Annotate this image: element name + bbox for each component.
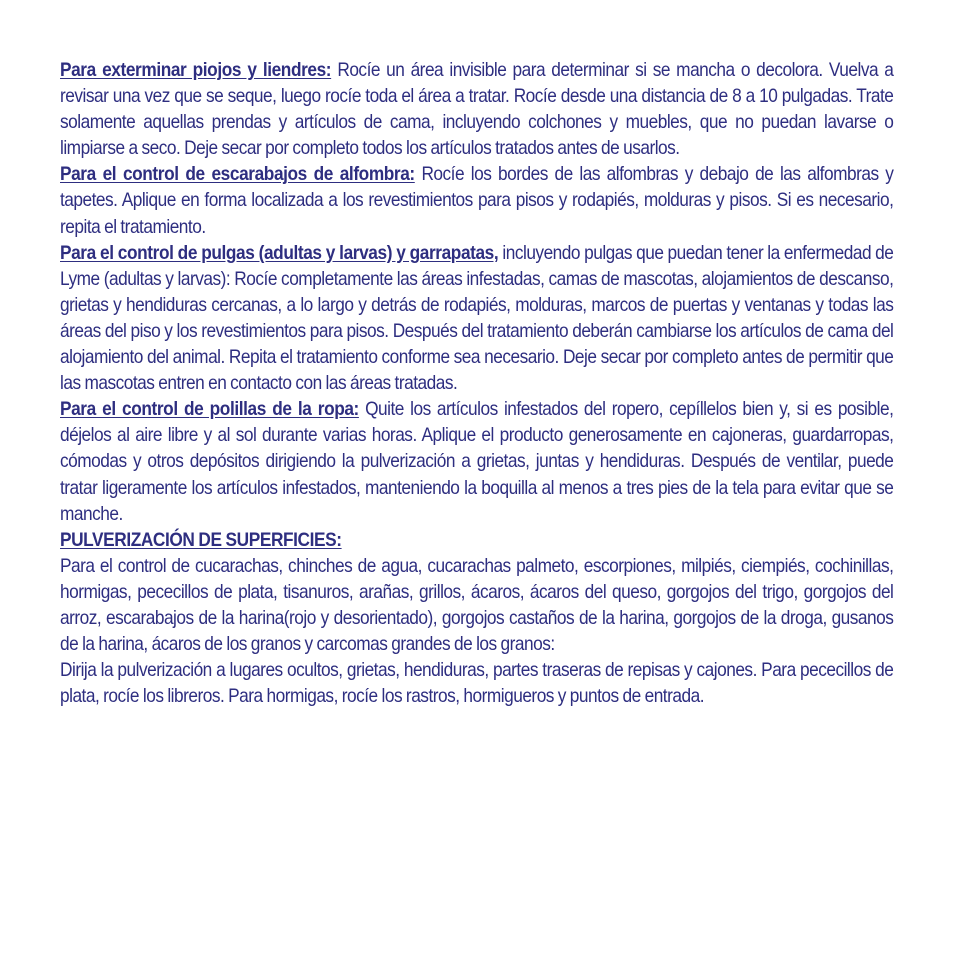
surface-spray-heading: PULVERIZACIÓN DE SUPERFICIES: — [60, 529, 342, 551]
fleas-ticks-heading: Para el control de pulgas (adultas y larvas) y garrapatas, — [60, 242, 499, 264]
fleas-ticks-body: incluyendo pulgas que puedan tener la enfermedad de Lyme (adultas y larvas): Rocíe completamente las áreas infestadas, camas de mascotas, alojamientos de descanso, grietas y hendiduras cercanas, a lo largo y detrás de rodapiés, molduras, marcos de puertas y ventanas y todas las áreas del piso y los revestimientos para pisos. Después del tratamiento deberán cambiarse los artículos de cama del alojamiento del animal. Repita el tratamiento conforme sea necesario. Deje secar por completo antes de permitir que las mascotas entren en contacto con las áreas tratadas. — [60, 242, 894, 395]
clothes-moth-body: Quite los artículos infestados del ropero, cepíllelos bien y, si es posible, déjelos al aire libre y al sol durante varias horas. Aplique el producto generosamente en cajoneras, guardarropas, cómodas y otros depósitos dirigiendo la pulverización a grietas, juntas y hendiduras. Después de ventilar, puede tratar ligeramente los artículos infestados, manteniendo la boquilla al menos a tres pies de la tela para evitar que se manche. — [60, 399, 894, 525]
surface-instructions-text: Dirija la pulverización a lugares ocultos, grietas, hendiduras, partes traseras de repisas y cajones. Para pececillos de plata, rocíe los libreros. Para hormigas, rocíe los rastros, hormigueros y puntos de entrada. — [60, 660, 894, 708]
surface-pests-text: Para el control de cucarachas, chinches de agua, cucarachas palmeto, escorpiones, milpiés, ciempiés, cochinillas, hormigas, pececillos de plata, tisanuros, arañas, grillos, ácaros, ácaros del queso, gorgojos del trigo, gorgojos del arroz, escarabajos de la harina(rojo y desorientado), gorgojos castaños de la harina, gorgojos de la droga, gusanos de la harina, ácaros de los granos y carcomas grandes de los granos: — [60, 555, 894, 656]
carpet-beetle-body: Rocíe los bordes de las alfombras y debajo de las alfombras y tapetes. Aplique en forma localizada a los revestimientos para pisos y rodapiés, molduras y pisos. Si es necesario, repita el tratamiento. — [60, 164, 894, 238]
lice-section — [60, 58, 893, 162]
fleas-ticks-section — [60, 241, 893, 398]
surface-spray-section — [60, 528, 893, 554]
lice-body: Rocíe un área invisible para determinar si se mancha o decolora. Vuelva a revisar una vez que se seque, luego rocíe toda el área a tratar. Rocíe desde una distancia de 8 a 10 pulgadas. Trate solamente aquellas prendas y artículos de cama, incluyendo colchones y muebles, que no puedan lavarse o limpiarse a seco. Deje secar por completo todos los artículos tratados antes de usarlos. — [60, 60, 894, 160]
label-text-page — [60, 58, 893, 710]
clothes-moth-heading: Para el control de polillas de la ropa: — [60, 399, 359, 421]
carpet-beetle-section — [60, 162, 893, 240]
clothes-moth-section — [60, 397, 893, 527]
lice-heading: Para exterminar piojos y liendres: — [60, 60, 332, 81]
carpet-beetle-heading: Para el control de escarabajos de alfombra: — [60, 164, 415, 186]
